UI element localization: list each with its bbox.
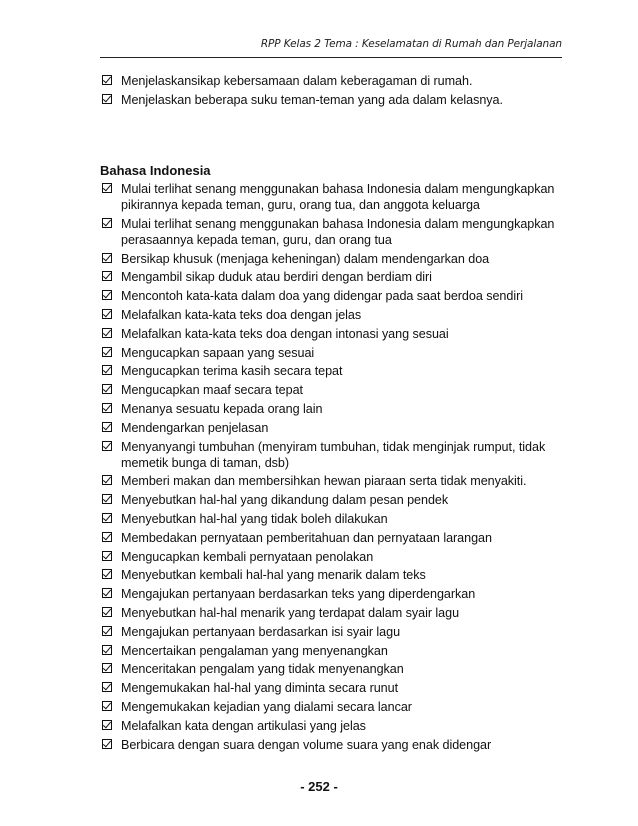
- checkbox-checked-icon: [102, 607, 112, 617]
- checkbox-checked-icon: [102, 75, 112, 85]
- checkbox-checked-icon: [102, 309, 112, 319]
- checklist-item-text: Menceritakan pengalam yang tidak menyenangkan: [121, 662, 404, 677]
- checklist-item-text: Mencontoh kata-kata dalam doa yang didengar pada saat berdoa sendiri: [121, 289, 523, 304]
- checklist-item: [100, 680, 570, 696]
- checklist-item: [100, 420, 570, 436]
- checklist-item-text: Menyebutkan kembali hal-hal yang menarik dalam teks: [121, 568, 426, 583]
- checkbox-checked-icon: [102, 682, 112, 692]
- checklist-item-text: Bersikap khusuk (menjaga keheningan) dalam mendengarkan doa: [121, 251, 490, 266]
- checklist-top: [100, 73, 570, 111]
- checklist-item-text: Mengambil sikap duduk atau berdiri dengan berdiam diri: [121, 270, 432, 285]
- checklist-item: [100, 605, 570, 621]
- checkbox-checked-icon: [102, 403, 112, 413]
- checkbox-checked-icon: [102, 494, 112, 504]
- checklist-item: [100, 586, 570, 602]
- checkbox-checked-icon: [102, 94, 112, 104]
- checkbox-checked-icon: [102, 328, 112, 338]
- checkbox-checked-icon: [102, 475, 112, 485]
- checkbox-checked-icon: [102, 626, 112, 636]
- checklist-item-text: Mengucapkan maaf secara tepat: [121, 383, 303, 398]
- checklist-item-text: Menanya sesuatu kepada orang lain: [121, 401, 323, 416]
- checkbox-checked-icon: [102, 720, 112, 730]
- checklist-item: [100, 718, 570, 734]
- checkbox-checked-icon: [102, 739, 112, 749]
- checklist-item-text: Mengucapkan kembali pernyataan penolakan: [121, 549, 374, 564]
- checklist-item: [100, 269, 570, 285]
- checklist-item-text: Menjelaskansikap kebersamaan dalam keberagaman di rumah.: [121, 74, 473, 88]
- checklist-item: [100, 624, 570, 640]
- checklist-item: [100, 382, 570, 398]
- checklist-item: [100, 473, 570, 489]
- checklist-item-text: Mendengarkan penjelasan: [121, 420, 269, 435]
- checkbox-checked-icon: [102, 253, 112, 263]
- checklist-item-text: Mengemukakan hal-hal yang diminta secara runut: [121, 681, 399, 696]
- checkbox-checked-icon: [102, 290, 112, 300]
- checklist-item: [100, 439, 570, 471]
- checklist-item-text: Mengajukan pertanyaan berdasarkan isi syair lagu: [121, 624, 401, 639]
- checklist-item-text: Mengemukakan kejadian yang dialami secara lancar: [121, 699, 412, 714]
- checklist-item: [100, 288, 570, 304]
- checkbox-checked-icon: [102, 513, 112, 523]
- checklist-item-text: Melafalkan kata-kata teks doa dengan jelas: [121, 307, 362, 322]
- checklist-item-text: Mulai terlihat senang menggunakan bahasa Indonesia dalam mengungkapkan perasaannya kepada teman, guru, dan orang tua: [121, 216, 555, 247]
- checklist-item: [100, 549, 570, 565]
- checklist-item: [100, 251, 570, 267]
- page-number: - 252 -: [300, 779, 338, 794]
- checklist-item-text: Menyebutkan hal-hal menarik yang terdapat dalam syair lagu: [121, 605, 460, 620]
- checklist-item-text: Menyebutkan hal-hal yang tidak boleh dilakukan: [121, 511, 388, 526]
- checklist-item-text: Mengucapkan terima kasih secara tepat: [121, 364, 343, 379]
- checklist-item: [100, 326, 570, 342]
- checklist-item: [100, 492, 570, 508]
- checklist-item: [100, 643, 570, 659]
- checklist-item: [100, 737, 570, 753]
- checklist-item: [100, 345, 570, 361]
- checklist-item: [100, 363, 570, 379]
- checklist-item: [100, 216, 570, 248]
- checkbox-checked-icon: [102, 551, 112, 561]
- checklist-item: [100, 661, 570, 677]
- checklist-item: [100, 567, 570, 583]
- checklist-item-text: Mencertaikan pengalaman yang menyenangkan: [121, 643, 388, 658]
- checklist-item: [100, 699, 570, 715]
- running-header: RPP Kelas 2 Tema : Keselamatan di Rumah dan Perjalanan: [260, 38, 562, 50]
- checklist-item-text: Berbicara dengan suara dengan volume suara yang enak didengar: [121, 737, 492, 752]
- checklist-item: [100, 307, 570, 323]
- checklist-item: [100, 401, 570, 417]
- checkbox-checked-icon: [102, 645, 112, 655]
- checklist-item-text: Mengajukan pertanyaan berdasarkan teks yang diperdengarkan: [121, 587, 476, 602]
- checkbox-checked-icon: [102, 569, 112, 579]
- header-rule: [100, 57, 562, 58]
- checklist-item-text: Membedakan pernyataan pemberitahuan dan pernyataan larangan: [121, 530, 492, 545]
- checkbox-checked-icon: [102, 588, 112, 598]
- checklist-item: [100, 92, 570, 108]
- checklist-bahasa-indonesia: [100, 181, 570, 755]
- checklist-item: [100, 511, 570, 527]
- checklist-item-text: Memberi makan dan membersihkan hewan piaraan serta tidak menyakiti.: [121, 474, 527, 489]
- checklist-item-text: Menyebutkan hal-hal yang dikandung dalam pesan pendek: [121, 493, 449, 508]
- checkbox-checked-icon: [102, 663, 112, 673]
- checklist-item-text: Menyanyangi tumbuhan (menyiram tumbuhan, tidak menginjak rumput, tidak memetik bunga di taman, dsb): [121, 439, 546, 470]
- checkbox-checked-icon: [102, 422, 112, 432]
- checklist-item-text: Melafalkan kata dengan artikulasi yang jelas: [121, 718, 366, 733]
- checkbox-checked-icon: [102, 384, 112, 394]
- checklist-item: [100, 530, 570, 546]
- checkbox-checked-icon: [102, 271, 112, 281]
- checkbox-checked-icon: [102, 532, 112, 542]
- checkbox-checked-icon: [102, 218, 112, 228]
- checklist-item: [100, 73, 570, 89]
- checklist-item-text: Mulai terlihat senang menggunakan bahasa Indonesia dalam mengungkapkan pikirannya kepada teman, guru, orang tua, dan anggota keluarga: [121, 182, 555, 212]
- checklist-item-text: Menjelaskan beberapa suku teman-teman yang ada dalam kelasnya.: [121, 92, 503, 107]
- section-title: Bahasa Indonesia: [100, 163, 211, 178]
- checklist-item-text: Mengucapkan sapaan yang sesuai: [121, 345, 315, 360]
- checkbox-checked-icon: [102, 365, 112, 375]
- checkbox-checked-icon: [102, 441, 112, 451]
- checklist-item-text: Melafalkan kata-kata teks doa dengan intonasi yang sesuai: [121, 326, 449, 341]
- checklist-item: [100, 181, 570, 213]
- checkbox-checked-icon: [102, 183, 112, 193]
- checkbox-checked-icon: [102, 347, 112, 357]
- checkbox-checked-icon: [102, 701, 112, 711]
